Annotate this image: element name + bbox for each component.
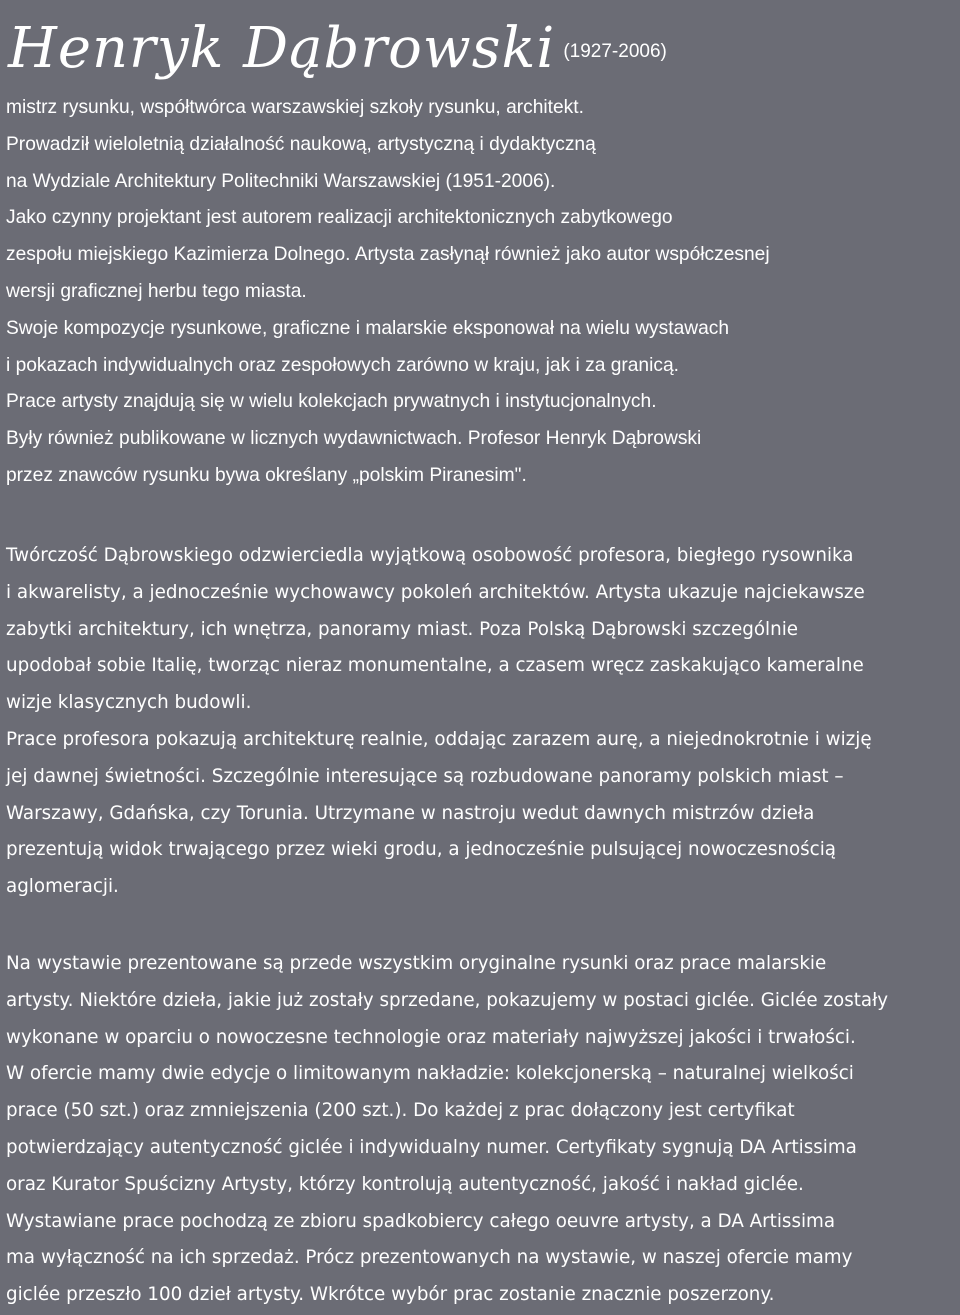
text-line: na Wydziale Architektury Politechniki Warszawskiej (1951-2006). [6, 170, 556, 192]
text-line: Były również publikowane w licznych wydawnictwach. Profesor Henryk Dąbrowski [6, 428, 702, 450]
text-line: wykonane w oparciu o nowoczesne technologie oraz materiały najwyższej jakości i trwałości. [6, 1026, 856, 1048]
text-line: Wystawiane prace pochodzą ze zbioru spadkobiercy całego oeuvre artysty, a DA Artissima [6, 1210, 836, 1232]
text-line: Prace profesora pokazują architekturę realnie, oddając zarazem aurę, a niejednokrotnie i wizję [6, 729, 872, 750]
text-line: aglomeracji. [6, 876, 119, 898]
text-line: wersji graficznej herbu tego miasta. [6, 281, 307, 302]
text-line: i akwarelisty, a jednocześnie wychowawcy pokoleń architektów. Artysta ukazuje najciekawsze [6, 581, 865, 603]
text-line: przez znawców rysunku bywa określany „polskim Piranesim". [6, 465, 527, 486]
text-line: upodobał sobie Italię, tworząc nieraz monumentalne, a czasem wręcz zaskakująco kameralne [6, 655, 864, 677]
text-line: wizje klasycznych budowli. [6, 692, 252, 714]
text-line: Warszawy, Gdańska, czy Torunia. Utrzymane w nastroju wedut dawnych mistrzów dzieła [6, 802, 815, 824]
text-line: W ofercie mamy dwie edycje o limitowanym nakładzie: kolekcjonerską – naturalnej wielkości [6, 1063, 854, 1085]
title-row [8, 14, 667, 84]
text-line: Swoje kompozycje rysunkowe, graficzne i malarskie eksponował na wielu wystawach [6, 317, 730, 339]
text-line: oraz Kurator Spuścizny Artysty, którzy kontrolują autentyczność, jakość i nakład giclée. [6, 1173, 804, 1195]
text-line: i pokazach indywidualnych oraz zespołowych zarówno w kraju, jak i za granicą. [6, 354, 679, 376]
text-line: Jako czynny projektant jest autorem realizacji architektonicznych zabytkowego [6, 207, 673, 229]
artist-years: (1927-2006) [563, 41, 667, 62]
text-line: zespołu miejskiego Kazimierza Dolnego. Artysta zasłynął również jako autor współczesnej [6, 244, 770, 266]
text-line: Prace artysty znajdują się w wielu kolekcjach prywatnych i instytucjonalnych. [6, 391, 657, 413]
text-line: prace (50 szt.) oraz zmniejszenia (200 szt.). Do każdej z prac dołączony jest certyfikat [6, 1100, 795, 1122]
text-line: potwierdzający autentyczność giclée i indywidualny numer. Certyfikaty sygnują DA Artissima [6, 1137, 857, 1158]
text-line: giclée przeszło 100 dzieł artysty. Wkrótce wybór prac zostanie znacznie poszerzony. [6, 1284, 775, 1306]
text-line: Na wystawie prezentowane są przede wszystkim oryginalne rysunki oraz prace malarskie [6, 953, 827, 974]
text-line: ma wyłączność na ich sprzedaż. Prócz prezentowanych na wystawie, w naszej ofercie mamy [6, 1247, 853, 1269]
text-line: artysty. Niektóre dzieła, jakie już zostały sprzedane, pokazujemy w postaci giclée. Giclée zostały [6, 989, 889, 1011]
text-line: Prowadził wieloletnią działalność naukową, artystyczną i dydaktyczną [6, 133, 596, 155]
text-line: Twórczość Dąbrowskiego odzwierciedla wyjątkową osobowość profesora, biegłego rysownika [6, 545, 854, 566]
text-line: jej dawnej świetności. Szczególnie interesujące są rozbudowane panoramy polskich miast – [6, 765, 844, 787]
artist-name: Henryk Dąbrowski [8, 16, 556, 81]
text-line: prezentują widok trwającego przez wieki grodu, a jednocześnie pulsującej nowoczesnością [6, 839, 836, 861]
text-line: mistrz rysunku, współtwórca warszawskiej szkoły rysunku, architekt. [6, 97, 584, 118]
text-line: zabytki architektury, ich wnętrza, panoramy miast. Poza Polską Dąbrowski szczególnie [6, 618, 799, 640]
